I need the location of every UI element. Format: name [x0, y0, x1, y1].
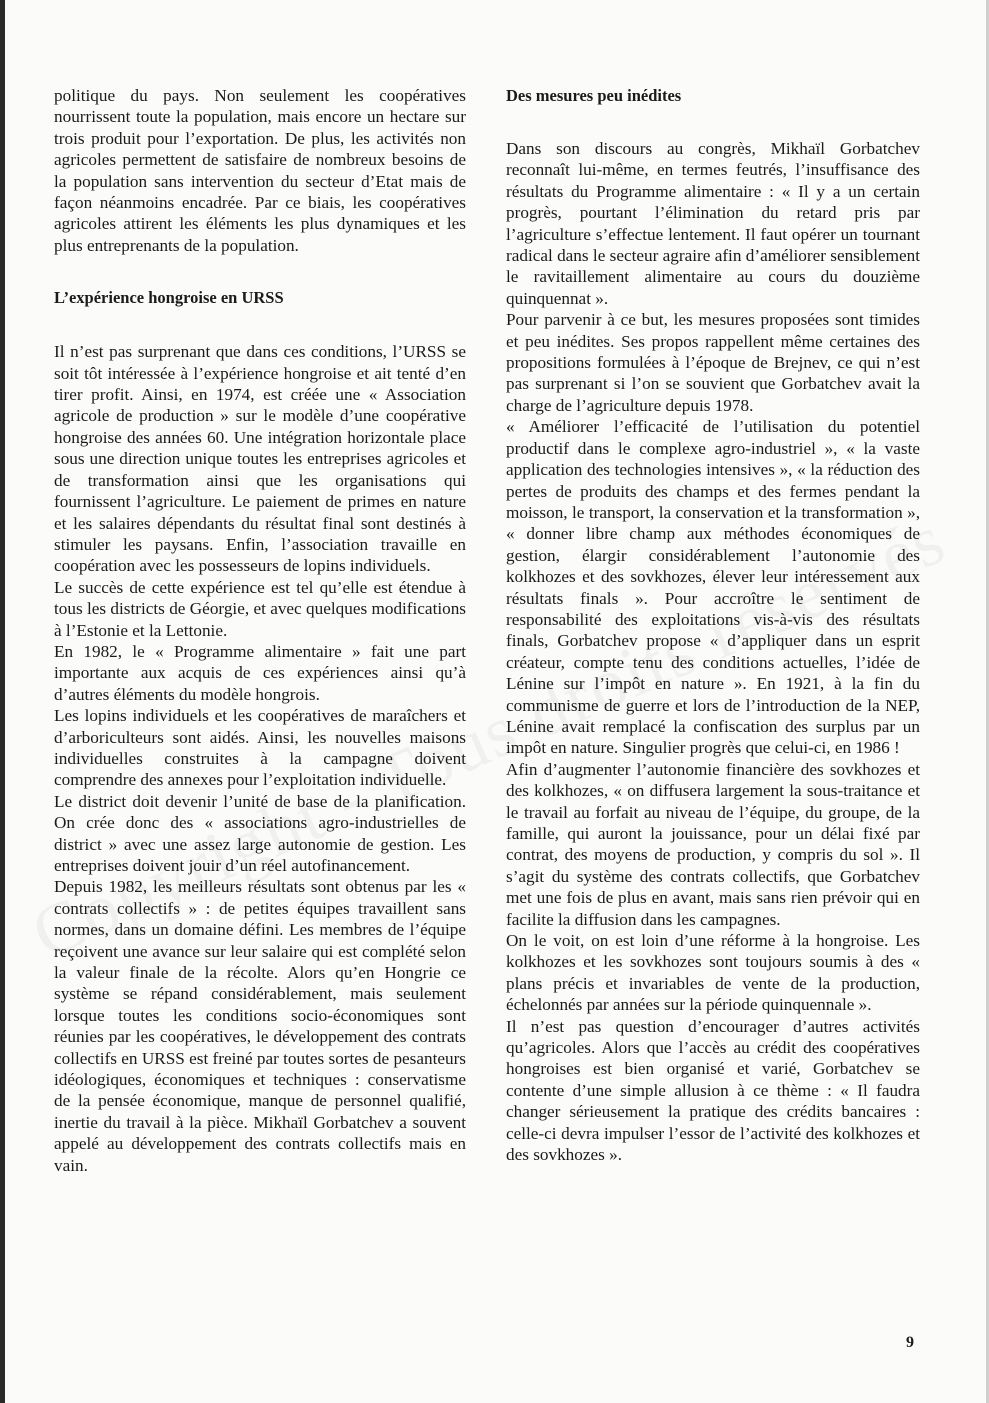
- paragraph: politique du pays. Non seulement les coopératives nourrissent toute la population, mais encore un hectare sur trois produit pour l’exportation. De plus, les activités non agricoles permettent de satisfaire de nombreux besoins de la population sans intervention du secteur d’Etat mais de façon néanmoins encadrée. Par ce biais, les coopératives agricoles attirent les éléments les plus dynamiques et les plus entreprenants de la population.: [54, 86, 466, 255]
- paragraph: Afin d’augmenter l’autonomie financière des sovkhozes et des kolkhozes, « on diffusera largement la sous-traitance et le travail au forfait au niveau de l’équipe, du groupe, de la famille, qui auront la jouissance, pour un délai fixé par contrat, des moyens de production, y compris du sol ». Il s’agit du système des contrats collectifs, que Gorbatchev met une fois de plus en avant, mais sans rien prévoir qui en facilite la diffusion dans les campagnes.: [506, 759, 920, 929]
- section-heading: Des mesures peu inédites: [506, 86, 682, 105]
- right-column: [506, 85, 920, 1166]
- paragraph: On le voit, on est loin d’une réforme à la hongroise. Les kolkhozes et les sovkhozes sont toujours soumis à des « plans précis et invariables de vente de la production, échelonnés par années sur la période quinquennale ».: [506, 931, 920, 1015]
- left-column: [54, 85, 466, 1176]
- paragraph: « Améliorer l’efficacité de l’utilisation du potentiel productif dans le complexe agro-industriel », « la vaste application des technologies intensives », « la réduction des pertes de produits des champs et des fermes pendant la moisson, le transport, la conservation et la transformation », « donner libre champ aux méthodes économiques de gestion, élargir considérablement l’autonomie des kolkhozes et des sovkhozes, élever leur intéressement aux résultats finals ». Pour accroître le sentiment de responsabilité des exploitations vis-à-vis des résultats finals, Gorbatchev propose « d’appliquer dans un esprit créateur, compte tenu des conditions actuelles, l’idée de Lénine sur l’impôt en nature ». En 1921, à la fin du communisme de guerre et lors de l’introduction de la NEP, Lénine avait remplacé la confiscation des surplus par un impôt en nature. Singulier progrès que celui-ci, en 1986 !: [506, 417, 920, 758]
- paragraph: En 1982, le « Programme alimentaire » fait une part importante aux acquis de ces expériences ainsi qu’à d’autres éléments du modèle hongrois.: [54, 641, 466, 704]
- paragraph: Le succès de cette expérience est tel qu’elle est étendue à tous les districts de Géorgie, et avec quelques modifications à l’Estonie et la Lettonie.: [54, 577, 466, 640]
- paragraph: Dans son discours au congrès, Mikhaïl Gorbatchev reconnaît lui-même, en termes feutrés, l’insuffisance des résultats du Programme alimentaire : « Il y a un certain progrès, pourtant l’élimination du retard pris par l’agriculture s’effectue lentement. Il faut opérer un tournant radical dans le secteur agraire afin d’améliorer sensiblement le ravitaillement alimentaire au cours du douzième quinquennat ».: [506, 139, 920, 308]
- page-scan-edge-left: [0, 0, 5, 1403]
- page-number: 9: [906, 1334, 914, 1351]
- paragraph: Les lopins individuels et les coopératives de maraîchers et d’arboriculteurs sont aidés. Ainsi, les nouvelles maisons individuelles construites à la campagne doivent comprendre des annexes pour l’exploitation individuelle.: [54, 706, 466, 790]
- paragraph: Il n’est pas question d’encourager d’autres activités qu’agricoles. Alors que l’accès au crédit des coopératives hongroises est bien organisé et varié, Gorbatchev se contente d’une simple allusion à ce thème : « Il faudra changer sérieusement la pratique des crédits bancaires : celle-ci devra impulser l’essor de l’activité des kolkhozes et des sovkhozes ».: [506, 1016, 920, 1165]
- paragraph: Il n’est pas surprenant que dans ces conditions, l’URSS se soit tôt intéressée à l’expérience hongroise et ait tenté d’en tirer profit. Ainsi, en 1974, est créée une « Association agricole de production » sur le modèle d’une coopérative hongroise des années 60. Une intégration horizontale place sous une direction unique toutes les entreprises agricoles et de transformation ainsi que les organisations qui fournissent l’agriculture. Le paiement de primes en nature et les salaires dépendants du résultat final sont destinés à stimuler les paysans. Enfin, l’association travaille en coopération avec les possesseurs de lopins individuels.: [54, 342, 466, 576]
- section-heading: L’expérience hongroise en URSS: [54, 288, 284, 308]
- paragraph: Depuis 1982, les meilleurs résultats sont obtenus par les « contrats collectifs » : de petites équipes travaillent sans normes, dans un domaine défini. Les membres de l’équipe reçoivent une avance sur leur salaire qui est complété selon la valeur finale de la récolte. Alors qu’en Hongrie ce système se répand considérablement, mais seulement lorsque toutes les conditions socio-économiques sont réunies par les coopératives, le développement des contrats collectifs en URSS est freiné par toutes sortes de pesanteurs idéologiques, économiques et techniques : conservatisme de la pensée économique, manque de personnel qualifié, inertie du travail à la pièce. Mikhaïl Gorbatchev a souvent appelé au développement des contrats collectifs mais en vain.: [54, 877, 466, 1175]
- paragraph: Le district doit devenir l’unité de base de la planification. On crée donc des « associations agro-industrielles de district » avec une assez large autonomie de gestion. Les entreprises doivent jouir d’un réel autofinancement.: [54, 791, 466, 875]
- paragraph: Pour parvenir à ce but, les mesures proposées sont timides et peu inédites. Ses propos rappellent même certaines des propositions formulées à l’époque de Brejnev, ce qui n’est pas surprenant si l’on se souvient que Gorbatchev avait la charge de l’agriculture depuis 1978.: [506, 310, 920, 415]
